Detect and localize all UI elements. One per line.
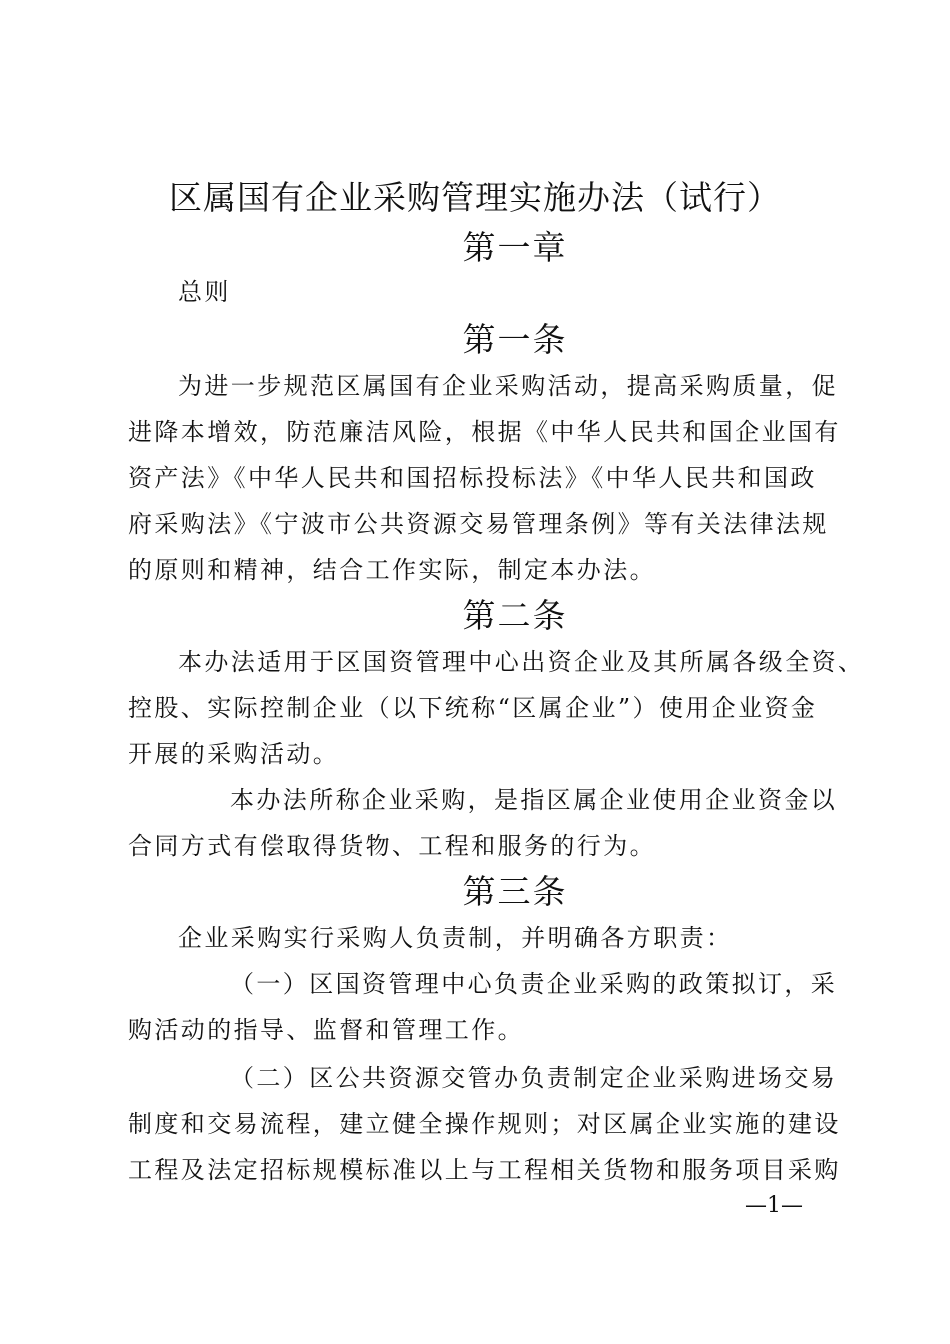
article-3-line-4: （二）区公共资源交管办负责制定企业采购进场交易 xyxy=(230,1064,838,1092)
article-1-line-5: 的原则和精神，结合工作实际，制定本办法。 xyxy=(128,556,656,584)
article-1-line-3: 资产法》《中华人民共和国招标投标法》《中华人民共和国政 xyxy=(128,464,817,492)
document-title: 区属国有企业采购管理实施办法（试行） xyxy=(169,178,781,217)
article-2-line-4: 本办法所称企业采购，是指区属企业使用企业资金以 xyxy=(230,786,838,814)
article-1-line-4: 府采购法》《宁波市公共资源交易管理条例》等有关法律法规 xyxy=(128,510,829,538)
article-1-line-2: 进降本增效，防范廉洁风险，根据《中华人民共和国企业国有 xyxy=(128,418,841,446)
article-2-line-3: 开展的采购活动。 xyxy=(128,740,340,768)
chapter-heading: 第一章 xyxy=(462,228,568,267)
article-3-line-3: 购活动的指导、监督和管理工作。 xyxy=(128,1016,524,1044)
article-3-line-1: 企业采购实行采购人负责制，并明确各方职责： xyxy=(178,924,733,952)
article-3-line-2: （一）区国资管理中心负责企业采购的政策拟订，采 xyxy=(230,970,838,998)
page-number: —1— xyxy=(745,1193,803,1218)
article-3-line-6: 工程及法定招标规模标准以上与工程相关货物和服务项目采购 xyxy=(128,1156,841,1184)
chapter-subtitle: 总则 xyxy=(178,278,231,306)
article-2-heading: 第二条 xyxy=(462,596,568,635)
article-1-heading: 第一条 xyxy=(462,320,568,359)
article-2-line-2: 控股、实际控制企业（以下统称“区属企业”）使用企业资金 xyxy=(128,694,818,722)
article-3-line-5: 制度和交易流程，建立健全操作规则；对区属企业实施的建设 xyxy=(128,1110,841,1138)
article-2-line-1: 本办法适用于区国资管理中心出资企业及其所属各级全资、 xyxy=(178,648,865,676)
article-2-line-5: 合同方式有偿取得货物、工程和服务的行为。 xyxy=(128,832,656,860)
article-1-line-1: 为进一步规范区属国有企业采购活动，提高采购质量，促 xyxy=(178,372,838,400)
article-3-heading: 第三条 xyxy=(462,872,568,911)
